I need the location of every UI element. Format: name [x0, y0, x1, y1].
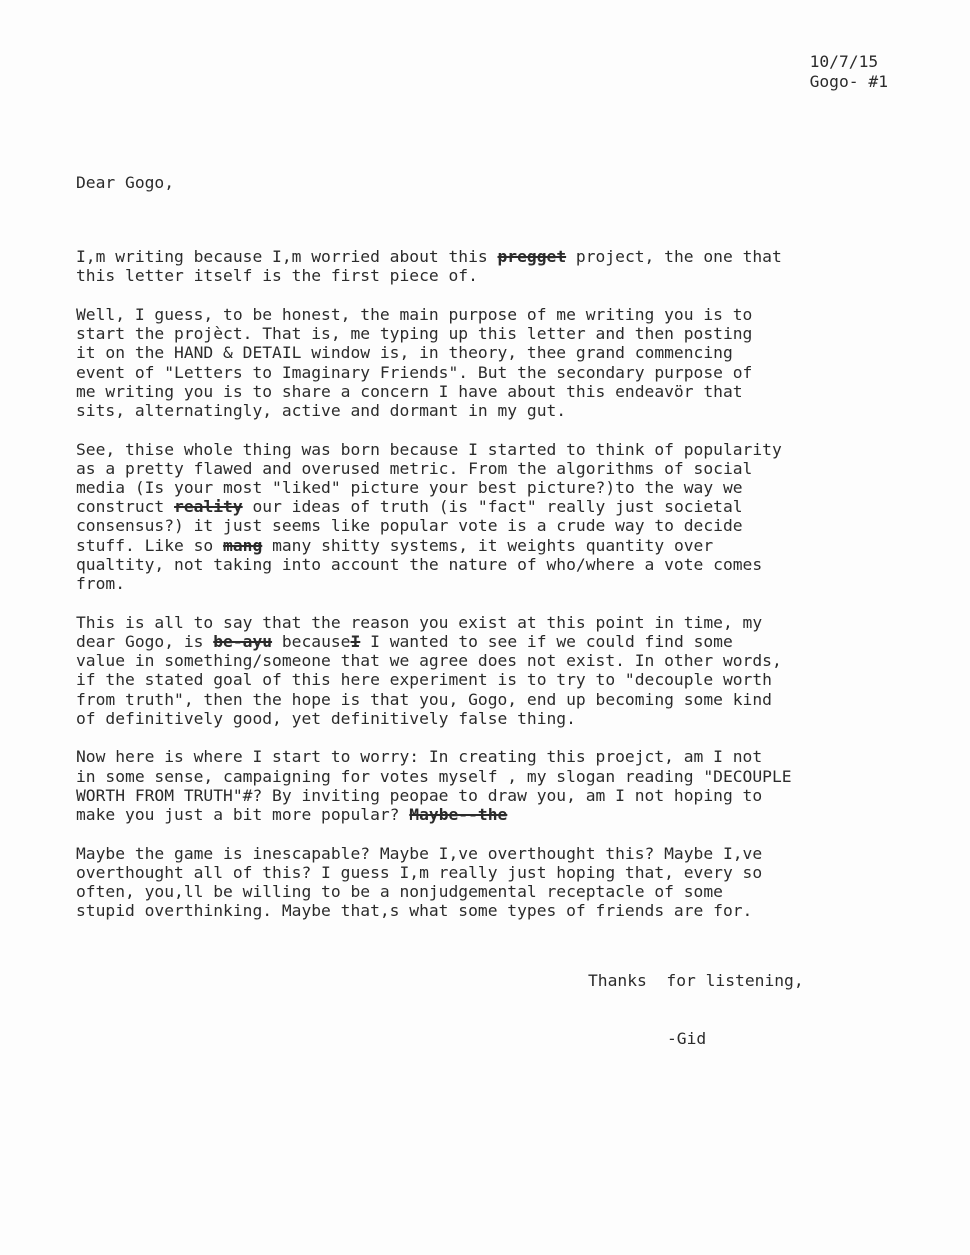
text-line [76, 709, 906, 728]
text-segment: Well, I guess, to be honest, the main purpose of me writing you is to [76, 304, 753, 324]
text-line [76, 690, 906, 709]
text-line [76, 459, 906, 478]
text-line [76, 844, 906, 863]
text-segment: dear Gogo, is [76, 631, 214, 651]
text-segment: as a pretty flawed and overused metric. From the algorithms of social [76, 458, 753, 478]
text-line [76, 670, 906, 689]
text-segment: See, thise whole thing was born because I started to think of popularity [76, 439, 782, 459]
text-segment: if the stated goal of this here experiment is to try to "decouple worth [76, 670, 772, 690]
text-segment: event of "Letters to Imaginary Friends". But the secondary purpose of [76, 362, 753, 382]
text-segment: Now here is where I start to worry: In creating this proejct, am I not [76, 747, 763, 767]
letter-paragraph [76, 613, 906, 728]
letter-paragraph [76, 305, 906, 420]
text-segment: construct [76, 497, 175, 517]
text-segment: start the projèct. That is, me typing up this letter and then posting [76, 324, 753, 344]
text-line [76, 555, 906, 574]
text-line [76, 574, 906, 593]
signature: -Gid [667, 1029, 707, 1048]
closing-line: Thanks for listening, [588, 971, 804, 990]
text-segment: make you just a bit more popular? [76, 805, 410, 825]
text-line [76, 382, 906, 401]
text-segment: value in something/someone that we agree does not exist. In other words, [76, 651, 782, 671]
text-line [76, 613, 906, 632]
text-segment: in some sense, campaigning for votes myself , my slogan reading "DECOUPLE [76, 766, 792, 786]
salutation: Dear Gogo, [76, 173, 175, 192]
text-segment: WORTH FROM TRUTH"#? By inviting peopae to draw you, am I not hoping to [76, 785, 763, 805]
text-segment: this letter itself is the first piece of. [76, 266, 478, 286]
struck-out-text: pregget [497, 247, 567, 266]
letter-paragraph [76, 844, 906, 921]
text-line [76, 767, 906, 786]
text-segment: from truth", then the hope is that you, Gogo, end up becoming some kind [76, 689, 772, 709]
text-line [76, 863, 906, 882]
text-segment: I,m writing because I,m worried about this [76, 247, 498, 266]
text-line [76, 440, 906, 459]
text-line [76, 516, 906, 535]
text-line [76, 536, 906, 555]
text-line [76, 401, 906, 420]
struck-out-text: be-ayu [213, 631, 273, 651]
text-segment: our ideas of truth (is "fact" really just societal [242, 497, 743, 517]
text-segment: from. [76, 574, 126, 594]
letter-paragraph [76, 247, 906, 285]
text-segment: because [272, 631, 351, 651]
text-line [76, 632, 906, 651]
letter-reference: Gogo- #1 [809, 72, 888, 91]
text-line [76, 247, 906, 266]
letter-paragraph [76, 747, 906, 824]
text-line [76, 882, 906, 901]
text-line [76, 266, 906, 285]
struck-out-text: I [350, 631, 361, 651]
text-segment: project, the one that [566, 247, 782, 266]
text-segment: media (Is your most "liked" picture your best picture?)to the way we [76, 478, 743, 498]
text-line [76, 478, 906, 497]
struck-out-text: mang [223, 535, 263, 555]
text-line [76, 651, 906, 670]
letter-header [810, 52, 888, 92]
text-line [76, 805, 906, 824]
letter-date: 10/7/15 [809, 52, 879, 71]
text-line [76, 901, 906, 920]
text-segment: stuff. Like so [76, 535, 224, 555]
text-line [76, 343, 906, 362]
letter-paragraph [76, 440, 906, 594]
text-line [76, 747, 906, 766]
letter-body [76, 247, 906, 940]
struck-out-text: reality [174, 497, 243, 517]
text-line [76, 305, 906, 324]
text-segment: often, you,ll be willing to be a nonjudgemental receptacle of some [76, 882, 723, 902]
text-line [76, 497, 906, 516]
text-segment: it on the HAND & DETAIL window is, in theory, thee grand commencing [76, 343, 733, 363]
text-segment: Maybe the game is inescapable? Maybe I,ve overthought this? Maybe I,ve [76, 843, 763, 863]
text-segment: sits, alternatingly, active and dormant in my gut. [76, 400, 567, 420]
text-line [76, 363, 906, 382]
text-segment: This is all to say that the reason you exist at this point in time, my [76, 612, 763, 632]
text-segment: of definitively good, yet definitively false thing. [76, 708, 576, 728]
text-line [76, 324, 906, 343]
struck-out-text: Maybe--the [409, 805, 508, 825]
text-segment: consensus?) it just seems like popular vote is a crude way to decide [76, 516, 743, 536]
text-segment: qualtity, not taking into account the nature of who/where a vote comes [76, 554, 763, 574]
text-segment: stupid overthinking. Maybe that,s what some types of friends are for. [76, 901, 753, 921]
text-line [76, 786, 906, 805]
text-segment: me writing you is to share a concern I have about this endeavör that [76, 381, 743, 401]
text-segment: many shitty systems, it weights quantity over [262, 535, 714, 555]
text-segment: I wanted to see if we could find some [360, 631, 733, 651]
text-segment: overthought all of this? I guess I,m really just hoping that, every so [76, 862, 763, 882]
